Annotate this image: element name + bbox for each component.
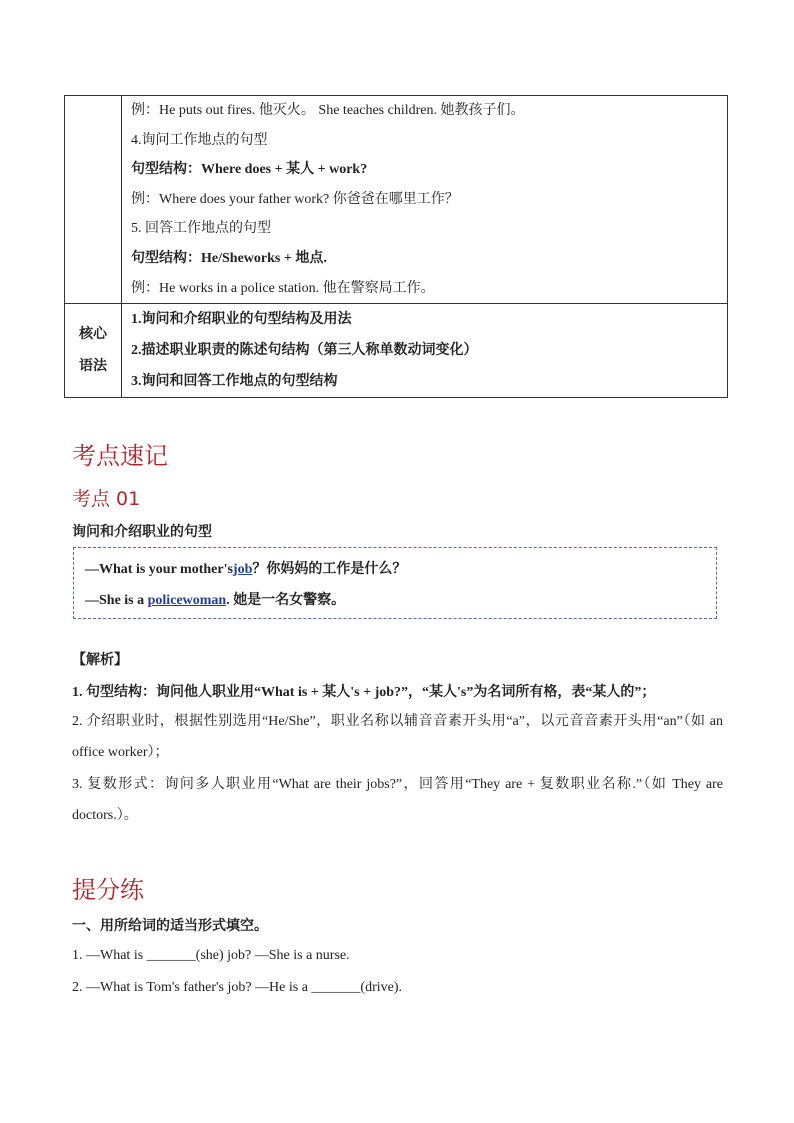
point-subtitle: 询问和介绍职业的句型 xyxy=(72,525,212,540)
practice-title: 提分练 xyxy=(72,876,144,904)
table-line: 例：He works in a police station. 他在警察局工作。 xyxy=(131,280,435,296)
dialog-question xyxy=(85,554,716,585)
dialog-text: —What is your mother's xyxy=(85,562,233,577)
analysis-point: 1. 句型结构：询问他人职业用“What is + 某人's + job?”，“某人's”为名词所有格，表“某人的”； xyxy=(72,685,656,700)
table-row xyxy=(65,96,727,303)
table-left-cell xyxy=(65,304,122,397)
analysis-point: 3. 复数形式：询问多人职业用“What are their jobs?”，回答用“They are + 复数职业名称.”（如 They are doctors.）。 xyxy=(72,777,723,823)
table-line: 3.询问和回答工作地点的句型结构 xyxy=(131,374,338,390)
exercise-heading: 一、用所给词的适当形式填空。 xyxy=(72,919,268,934)
section-title: 考点速记 xyxy=(72,442,168,470)
table-line: 1.询问和介绍职业的句型结构及用法 xyxy=(131,312,352,328)
analysis-label: 【解析】 xyxy=(72,653,128,668)
table-line: 5. 回答工作地点的句型 xyxy=(131,221,271,237)
table-line: 句型结构：Where does + 某人 + work? xyxy=(131,162,368,178)
table-line: 2.描述职业职责的陈述句结构（第三人称单数动词变化） xyxy=(131,343,478,359)
label-line: 语法 xyxy=(79,358,107,374)
core-grammar-label xyxy=(65,304,121,397)
dialog-text: ？你妈妈的工作是什么？ xyxy=(252,562,407,577)
dialog-text: —She is a xyxy=(85,593,148,608)
dialog-text: . 她是一名女警察。 xyxy=(226,593,346,608)
point-title: 考点 01 xyxy=(72,488,141,510)
table-line: 4.询问工作地点的句型 xyxy=(131,132,268,148)
table-row xyxy=(65,303,727,397)
table-line: 例：He puts out fires. 他灭火。 She teaches children. 她教孩子们。 xyxy=(131,103,525,118)
table-right-cell xyxy=(122,96,727,303)
dialog-answer xyxy=(85,585,716,616)
analysis-point: 2. 介绍职业时，根据性别选用“He/She”，职业名称以辅音音素开头用“a”，以元音音素开头用“an”（如 an office worker）； xyxy=(72,714,723,760)
grammar-table xyxy=(64,95,728,398)
policewoman-link[interactable]: policewoman xyxy=(147,593,227,608)
table-left-cell xyxy=(65,96,122,303)
job-link[interactable]: job xyxy=(232,562,253,577)
example-dialog-box xyxy=(73,547,717,619)
exercise-item: 2. —What is Tom's father's job? —He is a _______(drive). xyxy=(72,980,403,995)
label-line: 核心 xyxy=(79,326,107,342)
exercise-item: 1. —What is _______(she) job? —She is a nurse. xyxy=(72,948,350,963)
table-right-cell xyxy=(122,304,727,397)
table-line: 例：Where does your father work? 你爸爸在哪里工作？ xyxy=(131,191,459,207)
table-line: 句型结构：He/Sheworks + 地点. xyxy=(131,250,327,266)
